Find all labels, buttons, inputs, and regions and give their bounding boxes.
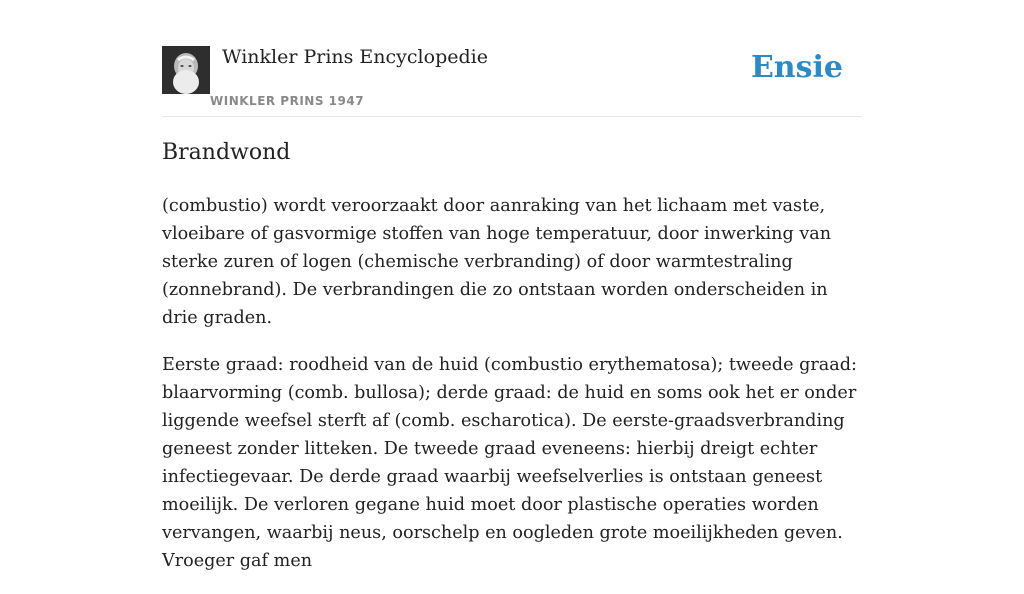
brand-logo-link[interactable]: Ensie [750, 50, 843, 85]
article-paragraph: (combustio) wordt veroorzaakt door aanraking van het lichaam met vaste, vloeibare of gasvormige stoffen van hoge temperatuur, door inwerking van sterke zuren of logen (chemische verbranding) of door warmtestraling (zonnebrand). De verbrandingen die zo ontstaan worden onderscheiden in drie graden. [162, 196, 832, 328]
author-avatar[interactable] [162, 46, 210, 94]
source-title[interactable]: Winkler Prins Encyclopedie [222, 46, 488, 68]
source-subtitle[interactable]: WINKLER PRINS 1947 [210, 94, 365, 108]
article-title: Brandwond [162, 140, 291, 165]
author-portrait-image [162, 46, 210, 94]
source-header [162, 0, 862, 117]
article-container [162, 0, 862, 571]
article-paragraph: Eerste graad: roodheid van de huid (combustio erythematosa); tweede graad: blaarvorming (comb. bullosa); derde graad: de huid en soms ook het er onder liggende weefsel sterft af (comb. escharotica). De eerste-graadsverbranding geneest zonder litteken. De tweede graad eveneens: hierbij dreigt echter infectiegevaar. De derde graad waarbij weefselverlies is ontstaan geneest moeilijk. De verloren gegane huid moet door plastische operaties worden vervangen, waarbij neus, oorschelp en oogleden grote moeilijkheden geven. Vroeger gaf men [162, 355, 857, 571]
article-body [162, 192, 862, 594]
